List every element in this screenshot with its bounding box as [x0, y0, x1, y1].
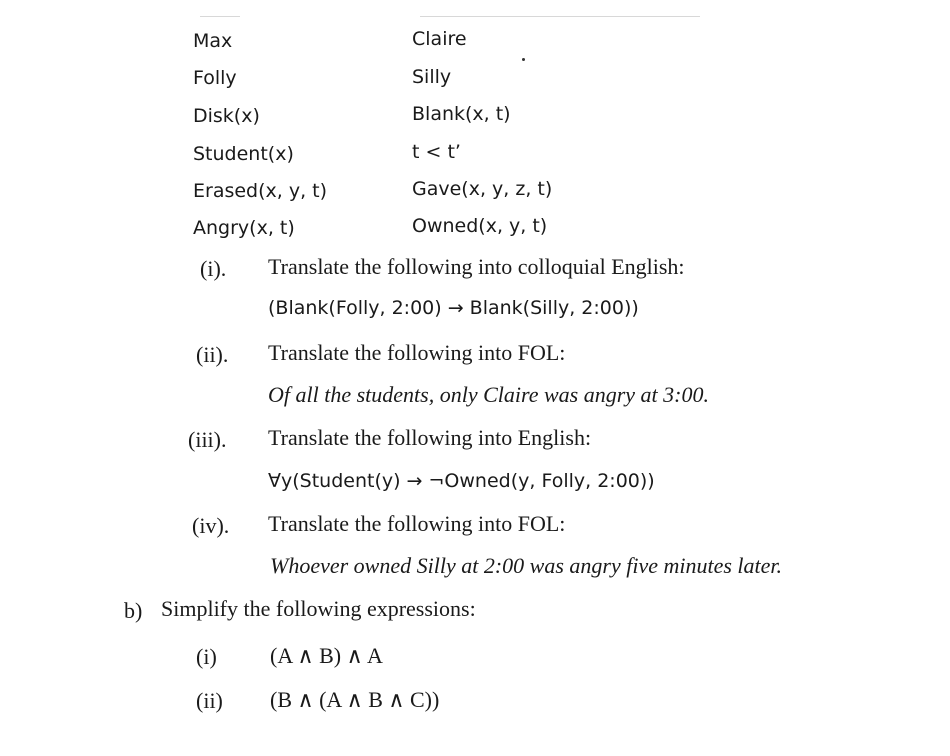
- scan-artifact: [200, 16, 240, 17]
- vocab-term: Claire: [412, 28, 467, 50]
- vocab-predicate: Student(x): [193, 143, 294, 165]
- part-label: b): [124, 598, 143, 623]
- item-label: (ii): [196, 688, 223, 713]
- item-label: (i): [196, 644, 217, 669]
- question-sentence: Of all the students, only Claire was angry at 3:00.: [268, 382, 709, 407]
- scan-artifact: [522, 58, 525, 61]
- question-label: (i).: [200, 256, 227, 281]
- question-instruction: Translate the following into colloquial English:: [268, 254, 685, 279]
- vocab-term: Folly: [193, 67, 237, 89]
- question-instruction: Translate the following into FOL:: [268, 340, 566, 365]
- vocab-predicate: Erased(x, y, t): [193, 180, 328, 202]
- vocab-predicate: Angry(x, t): [193, 217, 295, 239]
- vocab-predicate: Disk(x): [193, 105, 260, 127]
- question-sentence: Whoever owned Silly at 2:00 was angry five minutes later.: [270, 553, 783, 578]
- question-label: (iv).: [192, 513, 230, 538]
- vocab-predicate: Gave(x, y, z, t): [412, 178, 553, 200]
- question-instruction: Translate the following into English:: [268, 425, 592, 450]
- question-instruction: Translate the following into FOL:: [268, 511, 566, 536]
- expression: (A ∧ B) ∧ A: [270, 643, 383, 668]
- expression: (B ∧ (A ∧ B ∧ C)): [270, 687, 440, 712]
- vocab-predicate: t < t’: [412, 141, 461, 163]
- question-label: (ii).: [196, 342, 229, 367]
- question-formula: (Blank(Folly, 2:00) → Blank(Silly, 2:00)): [268, 297, 639, 319]
- question-formula: ∀y(Student(y) → ¬Owned(y, Folly, 2:00)): [268, 470, 655, 492]
- question-label: (iii).: [188, 427, 227, 452]
- vocab-predicate: Blank(x, t): [412, 103, 511, 125]
- vocab-predicate: Owned(x, y, t): [412, 215, 548, 237]
- vocab-term: Max: [193, 30, 233, 52]
- part-heading: Simplify the following expressions:: [161, 596, 476, 621]
- vocab-term: Silly: [412, 66, 452, 88]
- scan-artifact: [420, 16, 700, 17]
